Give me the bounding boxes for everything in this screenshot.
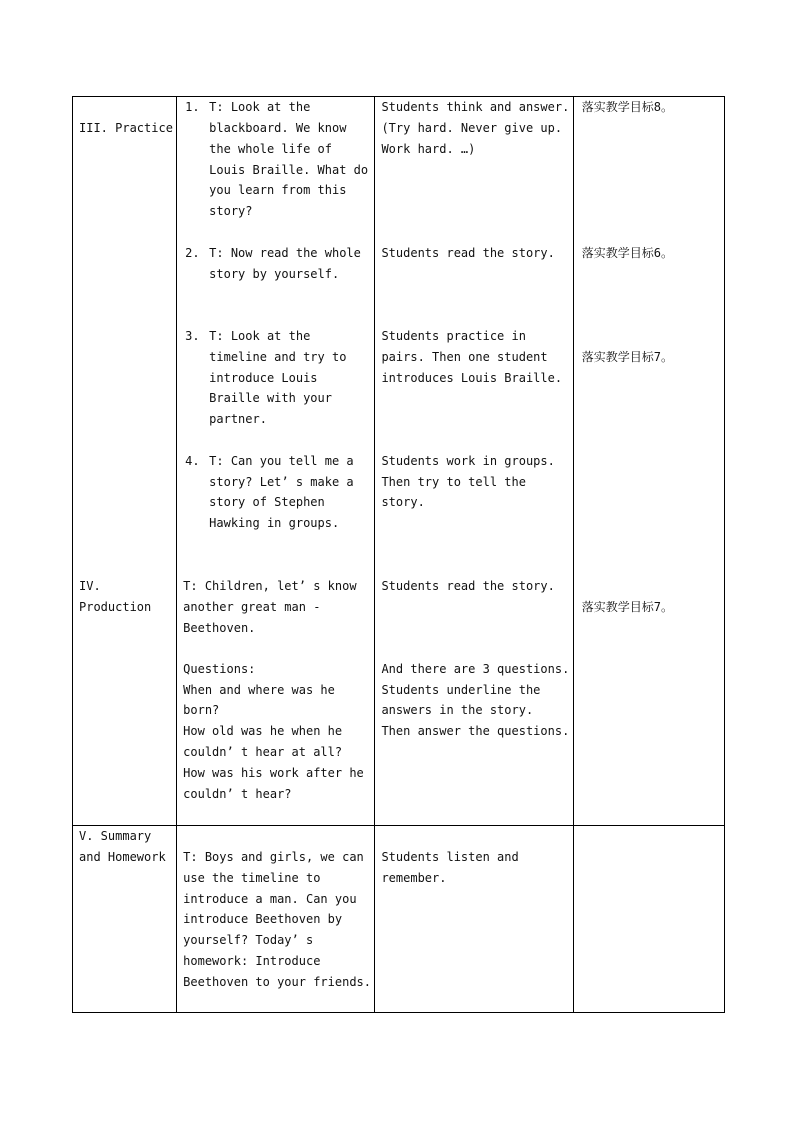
- student-line: pairs. Then one student: [381, 350, 548, 364]
- question-line: How was his work after he: [183, 766, 364, 780]
- goal-text: 落实教学目标6。: [581, 246, 673, 260]
- table-row-summary: [73, 826, 725, 1013]
- student-activity-cell: [375, 826, 573, 1013]
- student-line: Students read the story.: [381, 246, 555, 260]
- teacher-line: T: Look at the: [209, 100, 311, 114]
- student-line: answers in the story.: [381, 703, 534, 717]
- lesson-plan-table: [72, 96, 725, 1013]
- question-line: born?: [183, 703, 220, 717]
- teacher-line: Beethoven.: [183, 621, 256, 635]
- question-line: How old was he when he: [183, 724, 343, 738]
- goal-text: 落实教学目标7。: [581, 350, 673, 364]
- teacher-activity-cell: [177, 97, 375, 826]
- teacher-line: yourself? Today’ s: [183, 933, 314, 947]
- student-line: Students underline the: [381, 683, 541, 697]
- teacher-line: Louis Braille. What do: [209, 163, 369, 177]
- teacher-activity-cell: [177, 826, 375, 1013]
- teacher-line: T: Can you tell me a: [209, 454, 354, 468]
- question-line: Questions:: [183, 662, 256, 676]
- student-line: Students work in groups.: [381, 454, 555, 468]
- teacher-line: introduce Beethoven by: [183, 912, 343, 926]
- student-line: And there are 3 questions.: [381, 662, 570, 676]
- goal-cell: [573, 826, 724, 1013]
- student-line: Then answer the questions.: [381, 724, 570, 738]
- question-line: couldn’ t hear?: [183, 787, 292, 801]
- item-number: 2.: [185, 246, 200, 260]
- student-line: Students listen and: [381, 850, 519, 864]
- table-row-practice-production: [73, 97, 725, 826]
- teacher-line: T: Now read the whole: [209, 246, 361, 260]
- student-line: Work hard. …): [381, 142, 476, 156]
- teacher-line: T: Look at the: [209, 329, 311, 343]
- stage-label-summary-2: and Homework: [79, 850, 166, 864]
- teacher-line: introduce Louis: [209, 371, 318, 385]
- teacher-line: story?: [209, 204, 253, 218]
- question-line: couldn’ t hear at all?: [183, 745, 343, 759]
- teacher-line: Braille with your: [209, 391, 332, 405]
- teacher-line: Hawking in groups.: [209, 516, 340, 530]
- item-number: 3.: [185, 329, 200, 343]
- stage-label-production-2: Production: [79, 600, 152, 614]
- item-number: 4.: [185, 454, 200, 468]
- goal-text: 落实教学目标8。: [581, 100, 673, 114]
- teacher-line: story by yourself.: [209, 267, 340, 281]
- stage-cell: [73, 97, 177, 826]
- student-line: (Try hard. Never give up.: [381, 121, 563, 135]
- student-line: Then try to tell the: [381, 475, 526, 489]
- student-line: Students read the story.: [381, 579, 555, 593]
- student-line: Students practice in: [381, 329, 526, 343]
- student-line: Students think and answer.: [381, 100, 570, 114]
- student-line: remember.: [381, 871, 447, 885]
- teacher-line: blackboard. We know: [209, 121, 347, 135]
- goal-cell: [573, 97, 724, 826]
- teacher-line: another great man -: [183, 600, 321, 614]
- stage-cell: [73, 826, 177, 1013]
- stage-label-summary-1: V. Summary: [79, 829, 152, 843]
- teacher-line: story? Let’ s make a: [209, 475, 354, 489]
- teacher-line: homework: Introduce: [183, 954, 321, 968]
- teacher-line: you learn from this: [209, 183, 347, 197]
- goal-text: 落实教学目标7。: [581, 600, 673, 614]
- student-activity-cell: [375, 97, 573, 826]
- teacher-line: story of Stephen: [209, 495, 325, 509]
- student-line: story.: [381, 495, 425, 509]
- teacher-line: introduce a man. Can you: [183, 892, 357, 906]
- teacher-line: T: Boys and girls, we can: [183, 850, 364, 864]
- student-line: introduces Louis Braille.: [381, 371, 563, 385]
- stage-label-practice: III. Practice: [79, 121, 173, 135]
- teacher-line: timeline and try to: [209, 350, 347, 364]
- teacher-line: partner.: [209, 412, 267, 426]
- item-number: 1.: [185, 100, 200, 114]
- teacher-line: use the timeline to: [183, 871, 321, 885]
- teacher-line: the whole life of: [209, 142, 332, 156]
- stage-label-production-1: IV.: [79, 579, 101, 593]
- question-line: When and where was he: [183, 683, 335, 697]
- teacher-line: Beethoven to your friends.: [183, 975, 371, 989]
- teacher-line: T: Children, let’ s know: [183, 579, 357, 593]
